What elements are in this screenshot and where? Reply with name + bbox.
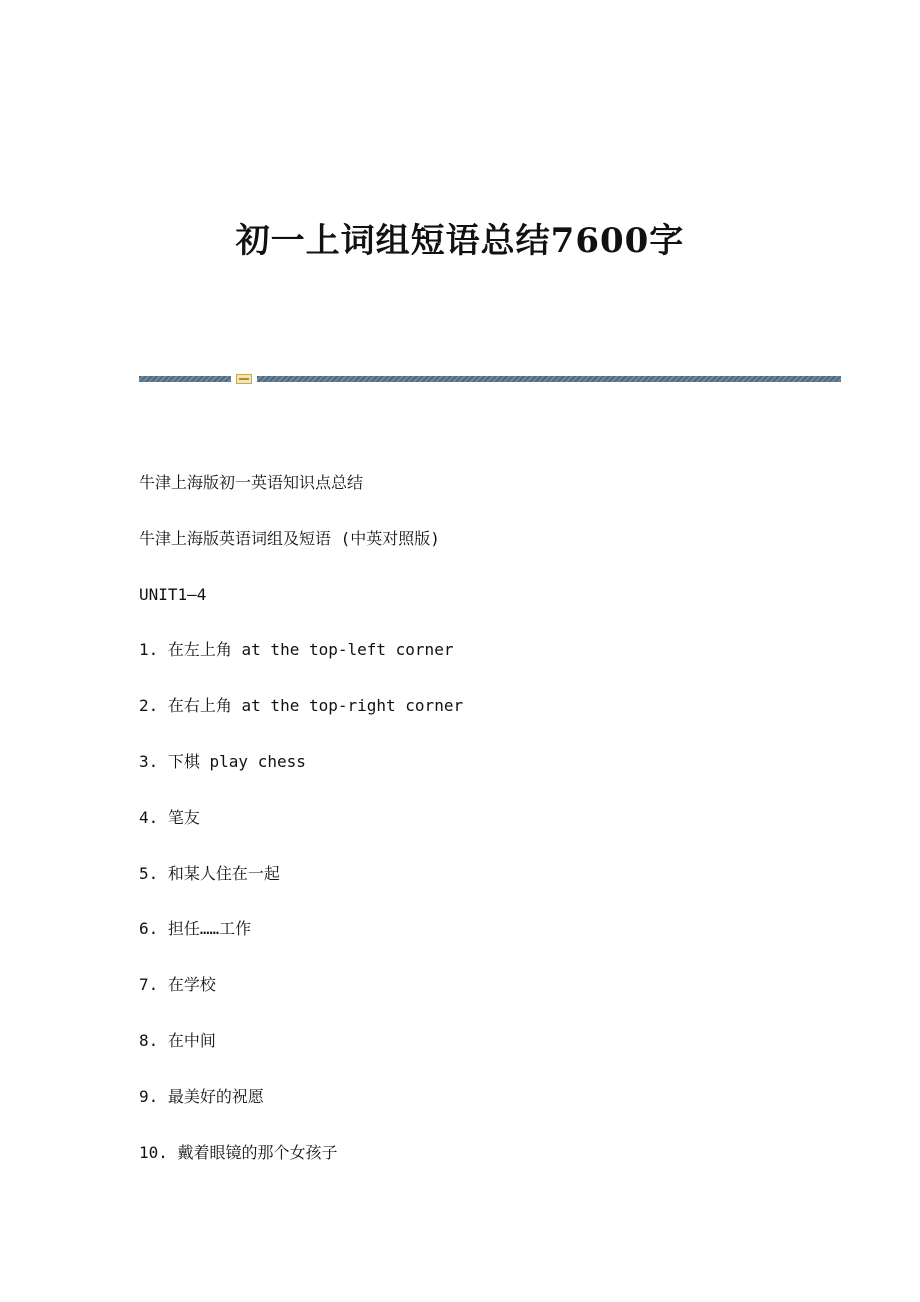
list-item: 7. 在学校 bbox=[139, 975, 216, 995]
list-item: 6. 担任……工作 bbox=[139, 919, 252, 939]
list-item: 2. 在右上角 at the top-right corner bbox=[139, 696, 464, 716]
list-item: 10. 戴着眼镜的那个女孩子 bbox=[139, 1142, 338, 1162]
title-divider bbox=[139, 374, 841, 384]
list-item: 8. 在中间 bbox=[139, 1030, 216, 1050]
list-item: 9. 最美好的祝愿 bbox=[139, 1086, 264, 1106]
banner-emblem-icon bbox=[236, 374, 252, 384]
unit-heading: UNIT1—4 bbox=[139, 584, 207, 604]
list-item: 3. 下棋 play chess bbox=[139, 751, 306, 771]
subtitle-summary: 牛津上海版初一英语知识点总结 bbox=[139, 473, 364, 492]
subtitle-phrases: 牛津上海版英语词组及短语 (中英对照版) bbox=[139, 528, 440, 548]
document-title: 初一上词组短语总结7600字 bbox=[235, 221, 685, 261]
divider-bar-left bbox=[139, 376, 231, 382]
list-item: 4. 笔友 bbox=[139, 807, 200, 827]
list-item: 5. 和某人住在一起 bbox=[139, 863, 280, 883]
list-item: 1. 在左上角 at the top-left corner bbox=[139, 640, 454, 660]
divider-bar-right bbox=[257, 376, 841, 382]
document-body bbox=[139, 470, 839, 1195]
